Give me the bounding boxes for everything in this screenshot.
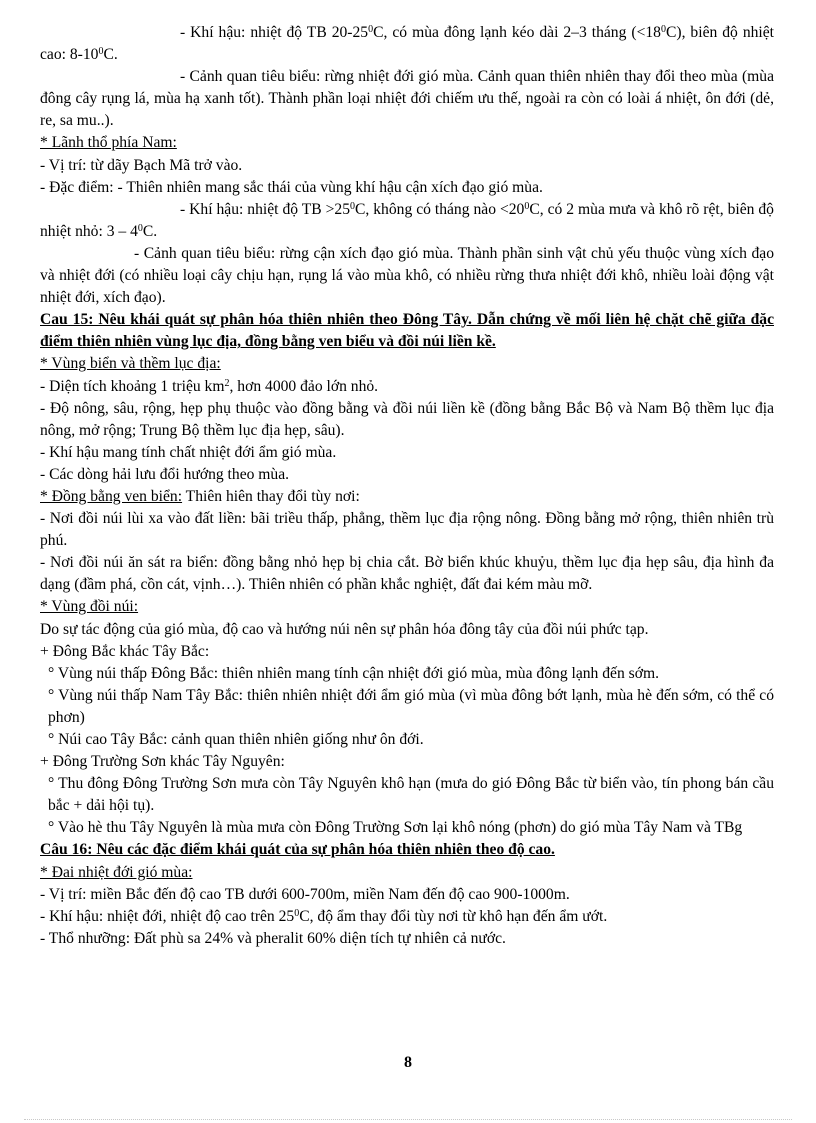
- climate-south-paragraph: - Khí hậu: nhiệt độ TB $>25^0C$, không có tháng nào $<20^0C$, có 2 mùa mưa và khô rõ rệt, biên độ nhiệt nhỏ: $3 - 4^0C$.: [40, 200, 774, 240]
- climate-north-paragraph: - Khí hậu: nhiệt độ TB $20-25^0C$, có mùa đông lạnh kéo dài 2–3 tháng $(<18^0C)$, biên độ nhiệt cao: $8-10^0C$.: [40, 24, 775, 64]
- document-page: [40, 22, 774, 950]
- northwest-highland-line: ° Núi cao Tây Bắc: cảnh quan thiên nhiên giống như ôn đới.: [48, 731, 424, 748]
- sea-area-line: - Diện tích khoảng 1 triệu $km^2$, hơn 4000 đảo lớn nhỏ.: [40, 377, 379, 395]
- question-16-heading: Câu 16: Nêu các đặc điểm khái quát của sự phân hóa thiên nhiên theo độ cao.: [40, 841, 555, 859]
- question-15-heading: Cau 15: Nêu khái quát sự phân hóa thiên nhiên theo Đông Tây. Dẫn chứng về mối liên hệ chặt chẽ giữa đặc điểm thiên nhiên vùng lục địa, đồng bằng ven biểu và đồi núi liền kề.: [40, 311, 774, 351]
- sea-depth-paragraph: - Độ nông, sâu, rộng, hẹp phụ thuộc vào đồng bằng và đồi núi liền kề (đồng bằng Bắc Bộ và Nam Bộ thềm lục địa nông, mở rộng; Trung Bộ thềm lục địa hẹp, sâu).: [40, 399, 774, 439]
- landscape-south-paragraph: - Cảnh quan tiêu biểu: rừng cận xích đạo gió mùa. Thành phần sinh vật chủ yếu thuộc vùng xích đạo và nhiệt đới (có nhiều loại cây chịu hạn, rụng lá vào mùa khô, có nhiều rừng thưa nhiệt đới khô, nhiều loài động vật nhiệt đới, xích đạo).: [40, 244, 774, 307]
- section-plains-heading: * Đồng bằng ven biển: Thiên hiên thay đổi tùy nơi:: [40, 487, 360, 505]
- landscape-north-paragraph: - Cảnh quan tiêu biểu: rừng nhiệt đới gió mùa. Cảnh quan thiên nhiên thay đổi theo mùa (mùa đông cây rụng lá, mùa hạ xanh tốt). Thành phần loại nhiệt đới chiếm ưu thế, ngoài ra còn có loài á nhiệt, ôn đới (dẻ, re, sa mu..).: [40, 68, 774, 130]
- footer-dotted-rule: [24, 1119, 792, 1120]
- truong-son-vs-tay-nguyen-line: + Đông Trường Sơn khác Tây Nguyên:: [40, 753, 285, 771]
- hills-intro-paragraph: Do sự tác động của gió mùa, độ cao và hướng núi nên sự phân hóa đông tây của đồi núi phức tạp.: [40, 620, 649, 638]
- northeast-vs-northwest-line: + Đông Bắc khác Tây Bắc:: [40, 642, 210, 660]
- belt-climate-line: - Khí hậu: nhiệt đới, nhiệt độ cao trên $25^0C$, độ ẩm thay đổi tùy nơi từ khô hạn đến ẩm ướt.: [40, 907, 608, 925]
- south-location-line: - Vị trí: từ dãy Bạch Mã trở vào.: [40, 156, 243, 174]
- section-south-heading: * Lãnh thổ phía Nam:: [40, 134, 177, 152]
- autumn-winter-paragraph: ° Thu đông Đông Trường Sơn mưa còn Tây Nguyên khô hạn (mưa do gió Đông Bắc từ biển vào, tín phong bán cầu bắc + dải hội tụ).: [48, 775, 774, 815]
- belt-soil-line: - Thổ nhưỡng: Đất phù sa 24% và pheralit 60% diện tích tự nhiên cả nước.: [40, 929, 506, 947]
- section-tropical-belt-heading: * Đai nhiệt đới gió mùa:: [40, 863, 193, 881]
- sea-currents-line: - Các dòng hải lưu đổi hướng theo mùa.: [40, 465, 290, 483]
- south-northwest-lowland-paragraph: ° Vùng núi thấp Nam Tây Bắc: thiên nhiên nhiệt đới ẩm gió mùa (vì mùa đông bớt lạnh, mùa hè đến sớm, có thể có phơn): [48, 686, 774, 726]
- section-sea-heading: * Vùng biển và thềm lục địa:: [40, 355, 221, 373]
- section-hills-heading: * Vùng đồi núi:: [40, 598, 139, 616]
- page-number: 8: [404, 1054, 412, 1071]
- belt-location-line: - Vị trí: miền Bắc đến độ cao TB dưới 600-700m, miền Nam đến độ cao 900-1000m.: [40, 885, 570, 903]
- northeast-lowland-paragraph: ° Vùng núi thấp Đông Bắc: thiên nhiên mang tính cận nhiệt đới gió mùa, mùa đông lạnh đến sớm.: [48, 664, 660, 682]
- plains-wide-paragraph: - Nơi đồi núi lùi xa vào đất liền: bãi triều thấp, phẳng, thềm lục địa rộng nông. Đồng bằng mở rộng, thiên nhiên trù phú.: [40, 510, 774, 550]
- plains-narrow-paragraph: - Nơi đồi núi ăn sát ra biển: đồng bằng nhỏ hẹp bị chia cắt. Bờ biển khúc khuỷu, thềm lục địa hẹp sâu, địa hình đa dạng (đầm phá, cồn cát, vịnh…). Thiên nhiên có phần khắc nghiệt, đất đai kém màu mỡ.: [40, 554, 774, 594]
- south-features-line: - Đặc điểm: - Thiên nhiên mang sắc thái của vùng khí hậu cận xích đạo gió mùa.: [40, 178, 543, 196]
- sea-climate-line: - Khí hậu mang tính chất nhiệt đới ẩm gió mùa.: [40, 443, 337, 461]
- summer-autumn-paragraph: ° Vào hè thu Tây Nguyên là mùa mưa còn Đông Trường Sơn lại khô nóng (phơn) do gió mùa Tây Nam và TBg: [48, 819, 743, 837]
